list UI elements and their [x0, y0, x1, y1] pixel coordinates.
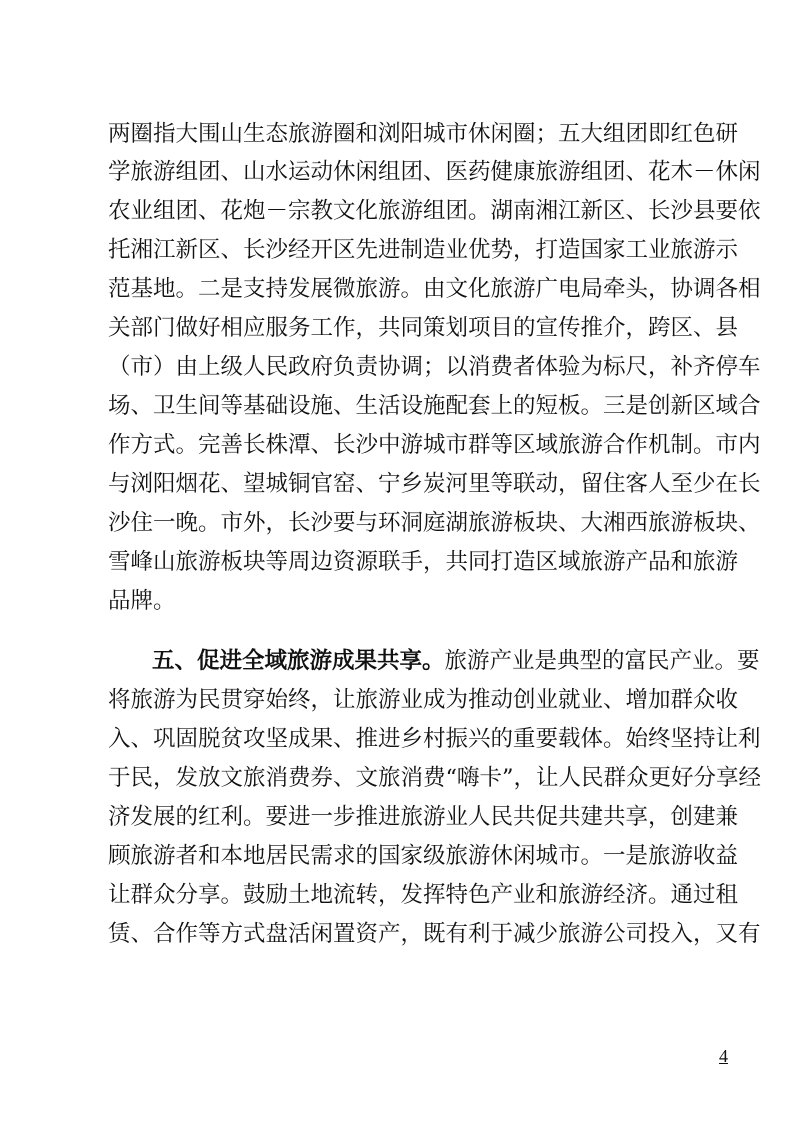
text-line: 关部门做好相应服务工作，共同策划项目的宣传推介，跨区、县 — [108, 315, 739, 341]
text-line: 入、巩固脱贫攻坚成果、推进乡村振兴的重要载体。始终坚持让利 — [108, 726, 761, 752]
text-line: （市）由上级人民政府负责协调；以消费者体验为标尺，补齐停车 — [108, 354, 761, 380]
text-line: 顾旅游者和本地居民需求的国家级旅游休闲城市。一是旅游收益 — [108, 843, 739, 869]
text-line: 场、卫生间等基础设施、生活设施配套上的短板。三是创新区域合 — [108, 393, 761, 419]
section-heading: 五、促进全域旅游成果共享。 — [152, 648, 445, 674]
text-line: 与浏阳烟花、望城铜官窑、宁乡炭河里等联动，留住客人至少在长 — [108, 471, 761, 497]
text-line: 两圈指大围山生态旅游圈和浏阳城市休闲圈；五大组团即红色研 — [108, 121, 739, 147]
text-line: 品牌。 — [108, 588, 176, 614]
text-line: 将旅游为民贯穿始终，让旅游业成为推动创业就业、增加群众收 — [108, 687, 739, 713]
text-line: 于民，发放文旅消费券、文旅消费“嗨卡”，让人民群众更好分享经 — [108, 765, 762, 791]
text-line: 农业组团、花炮－宗教文化旅游组团。湖南湘江新区、长沙县要依 — [108, 198, 761, 224]
text-span: 旅游产业是典型的富民产业。要 — [444, 648, 760, 674]
text-line: 济发展的红利。要进一步推进旅游业人民共促共建共享，创建兼 — [108, 804, 739, 830]
text-line: 赁、合作等方式盘活闲置资产，既有利于减少旅游公司投入，又有 — [108, 921, 761, 947]
text-line: 范基地。二是支持发展微旅游。由文化旅游广电局牵头，协调各相 — [108, 276, 761, 302]
text-line: 让群众分享。鼓励土地流转，发挥特色产业和旅游经济。通过租 — [108, 882, 739, 908]
text-line: 作方式。完善长株潭、长沙中游城市群等区域旅游合作机制。市内 — [108, 432, 761, 458]
page-number: 4 — [719, 1046, 728, 1066]
text-line: 沙住一晚。市外，长沙要与环洞庭湖旅游板块、大湘西旅游板块、 — [108, 510, 761, 536]
text-line: 托湘江新区、长沙经开区先进制造业优势，打造国家工业旅游示 — [108, 237, 739, 263]
section-heading-line — [152, 644, 760, 678]
text-line: 雪峰山旅游板块等周边资源联手，共同打造区域旅游产品和旅游 — [108, 549, 739, 575]
text-line: 学旅游组团、山水运动休闲组团、医药健康旅游组团、花木－休闲 — [108, 159, 761, 185]
